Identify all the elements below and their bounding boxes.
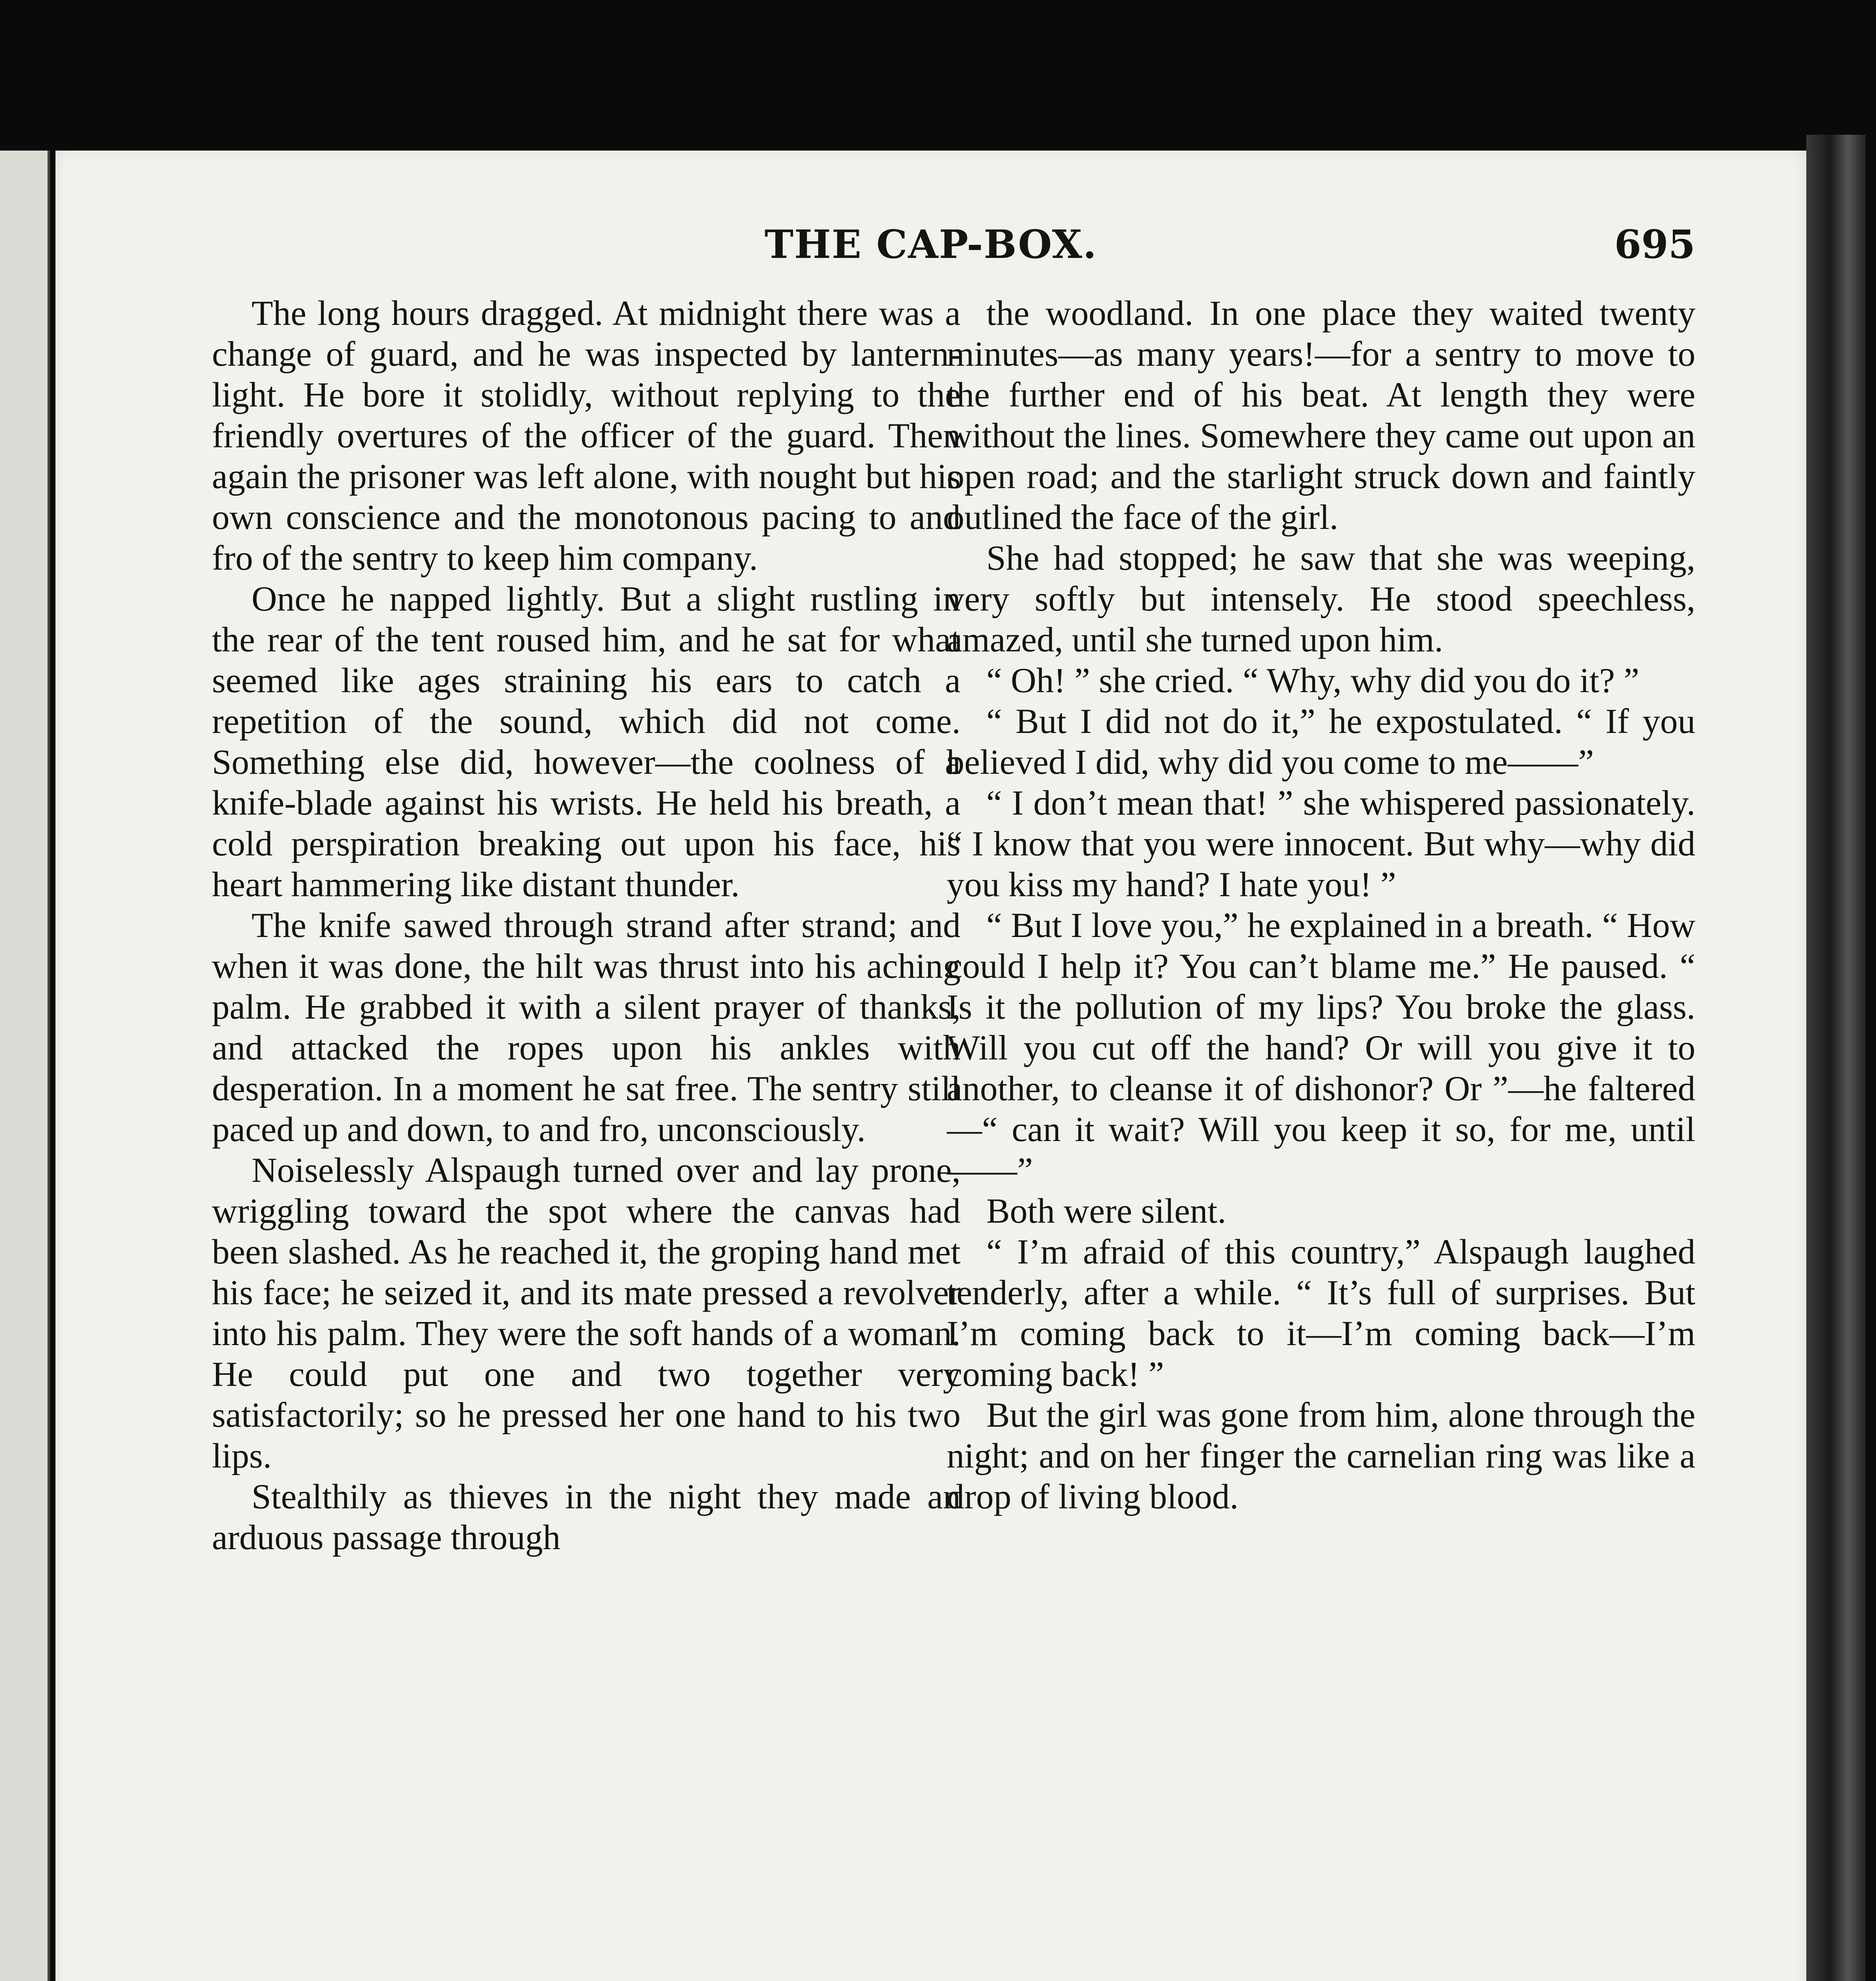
paragraph: “ Oh! ” she cried. “ Why, why did you do it? ” xyxy=(986,661,1640,700)
paragraph: the woodland. In one place they waited twenty minutes—as many years!—for a sentry to move to the further end of his beat. At length they were without the lines. Somewhere they came out upon an open road; and the starlight struck down and faintly outlined the face of the girl. xyxy=(947,294,1695,537)
paragraph: “ But I did not do it,” he expostulated. “ If you believed I did, why did you come to me——” xyxy=(947,702,1695,782)
left-text-column xyxy=(212,293,961,1981)
paragraph: Both were silent. xyxy=(986,1192,1226,1231)
running-header-title: THE CAP-BOX. xyxy=(765,222,1097,267)
paragraph: But the girl was gone from him, alone through the night; and on her finger the carnelian ring was like a drop of living blood. xyxy=(947,1396,1695,1516)
right-text-column xyxy=(947,293,1695,1981)
book-binding-edge xyxy=(1806,135,1866,1981)
paragraph: Noiselessly Alspaugh turned over and lay prone, wriggling toward the spot where the canvas had been slashed. As he reached it, the groping hand met his face; he seized it, and its mate pressed a revolver into his palm. They were the soft hands of a woman. He could put one and two together very satisfactorily; so he pressed her one hand to his two lips. xyxy=(212,1151,961,1475)
paragraph: “ I don’t mean that! ” she whispered passionately. “ I know that you were innocent. But why—why did you kiss my hand? I hate you! ” xyxy=(947,784,1695,904)
paragraph: The knife sawed through strand after strand; and when it was done, the hilt was thrust into his aching palm. He grabbed it with a silent prayer of thanks, and attacked the ropes upon his ankles with desperation. In a moment he sat free. The sentry still paced up and down, to and fro, unconsciously. xyxy=(212,906,961,1149)
paragraph: “ But I love you,” he explained in a breath. “ How could I help it? You can’t blame me.” He paused. “ Is it the pollution of my lips? You broke the glass. Will you cut off the hand? Or will you give it to another, to cleanse it of dishonor? Or ”—he faltered—“ can it wait? Will you keep it so, for me, until——” xyxy=(947,906,1695,1190)
previous-page-edge xyxy=(0,151,50,1981)
paragraph: Once he napped lightly. But a slight rustling in the rear of the tent roused him, and he sat for what seemed like ages straining his ears to catch a repetition of the sound, which did not come. Something else did, however—the coolness of a knife-blade against his wrists. He held his breath, a cold perspiration breaking out upon his face, his heart hammering like distant thunder. xyxy=(212,580,961,904)
paragraph: She had stopped; he saw that she was weeping, very softly but intensely. He stood speechless, amazed, until she turned upon him. xyxy=(947,539,1695,659)
page-number: 695 xyxy=(1614,222,1695,267)
paragraph: “ I’m afraid of this country,” Alspaugh laughed tenderly, after a while. “ It’s full of surprises. But I’m coming back to it—I’m coming back—I’m coming back! ” xyxy=(947,1233,1695,1394)
magazine-page xyxy=(55,151,1806,1981)
paragraph: The long hours dragged. At midnight there was a change of guard, and he was inspected by lantern-light. He bore it stolidly, without replying to the friendly overtures of the officer of the guard. Then again the prisoner was left alone, with nought but his own conscience and the monotonous pacing to and fro of the sentry to keep him company. xyxy=(212,294,961,578)
paragraph: Stealthily as thieves in the night they made an arduous passage through xyxy=(212,1477,961,1557)
